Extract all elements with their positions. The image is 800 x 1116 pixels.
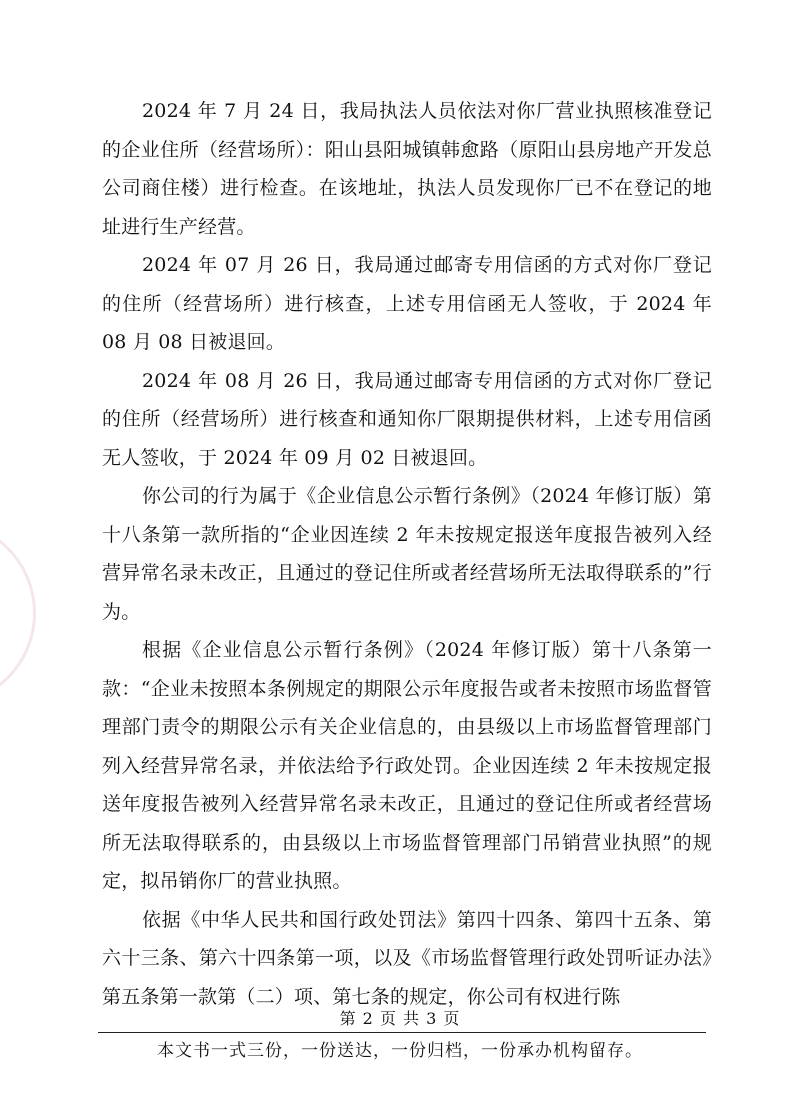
seal-stamp-edge [0, 520, 36, 706]
paragraph-hearing-rights: 依据《中华人民共和国行政处罚法》第四十四条、第四十五条、第六十三条、第六十四条第一项，以及《市场监督管理行政处罚听证办法》第五条第一款第（二）项、第七条的规定，你公司有权进行陈 [102, 908, 712, 1008]
paragraph-first-letter: 2024 年 07 月 26 日，我局通过邮寄专用信函的方式对你厂登记的住所（经营场所）进行核查，上述专用信函无人签收，于 2024 年 08 月 08 日被退回。 [102, 254, 712, 353]
paragraph-legal-basis: 根据《企业信息公示暂行条例》（2024 年修订版）第十八条第一款：“企业未按照本条例规定的期限公示年度报告或者未按照市场监督管理部门责令的期限公示有关企业信息的，由县级以上市场监督管理部门列入经营异常名录，并依法给予行政处罚。企业因连续 2 年未按规定报送年度报告被列入经营异常名录未改正，且通过的登记住所或者经营场所无法取得联系的，由县级以上市场监督管理部门吊销营业执照”的规定，拟吊销你厂的营业执照。 [102, 639, 712, 892]
page-number: 第 2 页 共 3 页 [339, 1009, 461, 1028]
document-body [102, 92, 712, 1016]
footer-divider [98, 1032, 706, 1033]
footer-note: 本文书一式三份，一份送达，一份归档，一份承办机构留存。 [157, 1041, 643, 1061]
paragraph-violation: 你公司的行为属于《企业信息公示暂行条例》（2024 年修订版）第十八条第一款所指的“企业因连续 2 年未按规定报送年度报告被列入经营异常名录未改正，且通过的登记住所或者经营场所无法取得联系的”行为。 [102, 485, 712, 623]
paragraph-inspection: 2024 年 7 月 24 日，我局执法人员依法对你厂营业执照核准登记的企业住所（经营场所）：阳山县阳城镇韩愈路（原阳山县房地产开发总公司商住楼）进行检查。在该地址，执法人员发现你厂已不在登记的地址进行生产经营。 [102, 100, 712, 238]
paragraph-second-letter: 2024 年 08 月 26 日，我局通过邮寄专用信函的方式对你厂登记的住所（经营场所）进行核查和通知你厂限期提供材料，上述专用信函无人签收，于 2024 年 09 月 02 日被退回。 [102, 369, 712, 469]
